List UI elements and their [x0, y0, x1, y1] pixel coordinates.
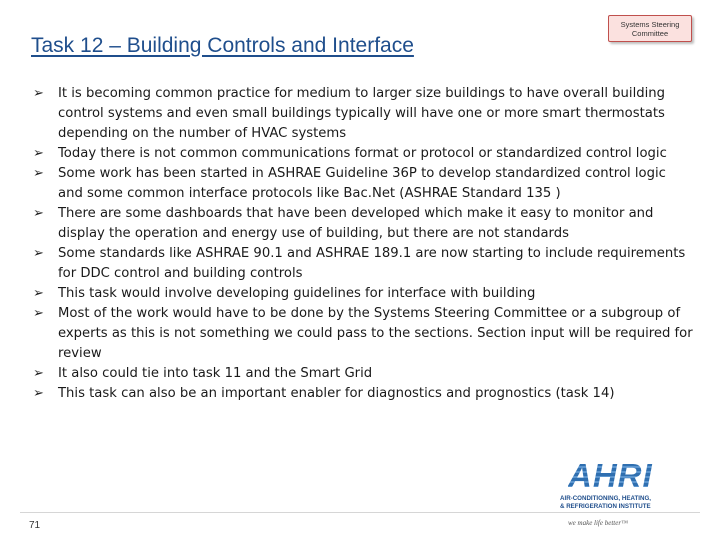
arrow-bullet-icon: ➢ — [33, 206, 44, 221]
arrow-bullet-icon: ➢ — [33, 386, 44, 401]
bullet-item — [33, 164, 693, 204]
logo-tagline: we make life better™ — [568, 519, 628, 527]
arrow-bullet-icon: ➢ — [33, 306, 44, 321]
bullet-text: There are some dashboards that have been developed which make it easy to monitor and display the operation and energy use of building, but there are not standards — [58, 206, 654, 241]
footer-divider — [20, 512, 700, 513]
bullet-text: This task would involve developing guidelines for interface with building — [58, 286, 536, 301]
bullet-item — [33, 304, 693, 364]
arrow-bullet-icon: ➢ — [33, 86, 44, 101]
bullet-text: Some standards like ASHRAE 90.1 and ASHRAE 189.1 are now starting to include requirements for DDC control and building controls — [58, 246, 686, 281]
bullet-text: It is becoming common practice for medium to larger size buildings to have overall building control systems and even small buildings typically will have one or more smart thermostats depending on the number of HVAC systems — [58, 86, 665, 141]
bullet-item — [33, 384, 693, 404]
arrow-bullet-icon: ➢ — [33, 146, 44, 161]
bullet-item — [33, 244, 693, 284]
bullet-text: This task can also be an important enabler for diagnostics and prognostics (task 14) — [58, 386, 615, 401]
arrow-bullet-icon: ➢ — [33, 166, 44, 181]
logo-line-2: & REFRIGERATION INSTITUTE — [560, 503, 651, 510]
ahri-logo — [560, 458, 680, 530]
bullet-list — [33, 84, 693, 404]
slide-title: Task 12 – Building Controls and Interface — [31, 34, 414, 57]
bullet-text: It also could tie into task 11 and the Smart Grid — [58, 366, 373, 381]
bullet-text: Most of the work would have to be done by the Systems Steering Committee or a subgroup of experts as this is not something we could pass to the sections. Section input will be required for review — [58, 306, 693, 361]
logo-wordmark: AHRI — [568, 457, 653, 494]
arrow-bullet-icon: ➢ — [33, 286, 44, 301]
bullet-item — [33, 144, 693, 164]
bullet-item — [33, 84, 693, 144]
bullet-item — [33, 364, 693, 384]
page-number: 71 — [29, 520, 41, 531]
arrow-bullet-icon: ➢ — [33, 366, 44, 381]
bullet-text: Some work has been started in ASHRAE Guideline 36P to develop standardized control logic and some common interface protocols like Bac.Net (ASHRAE Standard 135 ) — [58, 166, 666, 201]
bullet-text: Today there is not common communications format or protocol or standardized control logic — [58, 146, 667, 161]
arrow-bullet-icon: ➢ — [33, 246, 44, 261]
committee-badge: Systems Steering Committee — [608, 15, 692, 42]
bullet-item — [33, 204, 693, 244]
bullet-item — [33, 284, 693, 304]
logo-line-1: AIR-CONDITIONING, HEATING, — [560, 495, 651, 502]
